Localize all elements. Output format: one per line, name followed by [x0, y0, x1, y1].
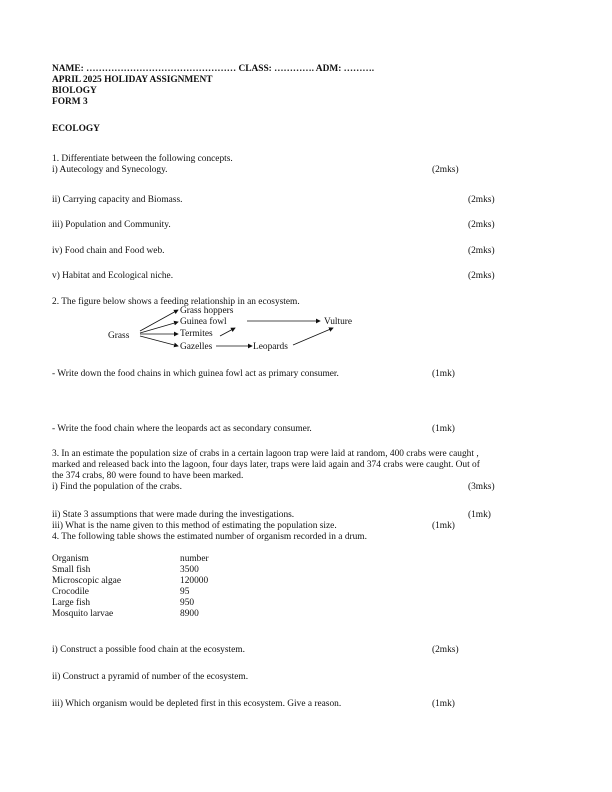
marks: (1mk): [432, 699, 455, 709]
node-guinea-fowl: Guinea fowl: [180, 317, 227, 327]
q1-item: iii) Population and Community.: [52, 220, 171, 230]
name-class-adm-line: NAME: ………………………………………… CLASS: …………. ADM: ……….: [52, 64, 375, 74]
table-cell: 950: [180, 598, 195, 608]
q1-item: v) Habitat and Ecological niche.: [52, 271, 174, 281]
q3-item: iii) What is the name given to this method of estimating the population size.: [52, 521, 337, 531]
table-cell: Crocodile: [52, 587, 89, 597]
table-cell: Small fish: [52, 565, 91, 575]
marks: (2mks): [468, 271, 495, 281]
marks: (2mks): [468, 195, 495, 205]
node-grasshoppers: Grass hoppers: [180, 306, 234, 316]
table-cell: Mosquito larvae: [52, 609, 114, 619]
assignment-title: APRIL 2025 HOLIDAY ASSIGNMENT: [52, 75, 213, 85]
q1-item: ii) Carrying capacity and Biomass.: [52, 195, 183, 205]
food-web-diagram: [90, 298, 400, 360]
q2-item: - Write down the food chains in which guinea fowl act as primary consumer.: [52, 369, 339, 379]
marks: (2mks): [432, 645, 459, 655]
q1-item: iv) Food chain and Food web.: [52, 246, 165, 256]
marks: (1mk): [432, 424, 455, 434]
q1-stem: 1. Differentiate between the following concepts.: [52, 154, 233, 164]
q4-item: i) Construct a possible food chain at the ecosystem.: [52, 645, 245, 655]
topic-heading: ECOLOGY: [52, 124, 100, 134]
table-cell: Microscopic algae: [52, 576, 121, 586]
marks: (2mks): [468, 220, 495, 230]
marks: (2mks): [468, 246, 495, 256]
node-grass: Grass: [108, 331, 130, 341]
marks: (1mk): [432, 369, 455, 379]
marks: (1mk): [432, 521, 455, 531]
q4-item: ii) Construct a pyramid of number of the ecosystem.: [52, 672, 249, 682]
q2-stem: 2. The figure below shows a feeding relationship in an ecosystem.: [52, 297, 300, 307]
table-cell: 3500: [180, 565, 199, 575]
q3-item: i) Find the population of the crabs.: [52, 482, 182, 492]
node-leopards: Leopards: [253, 342, 288, 352]
table-header: number: [180, 554, 209, 564]
table-cell: 120000: [180, 576, 209, 586]
node-gazelles: Gazelles: [180, 342, 213, 352]
q3-item: ii) State 3 assumptions that were made during the investigations.: [52, 510, 295, 520]
node-vulture: Vulture: [324, 317, 353, 327]
table-cell: 8900: [180, 609, 199, 619]
node-termites: Termites: [180, 329, 213, 339]
table-cell: 95: [180, 587, 190, 597]
arrows: [140, 310, 333, 346]
marks: (2mks): [432, 165, 459, 175]
q3-line: the 374 crabs, 80 were found to have been marked.: [52, 471, 244, 481]
q4-stem: 4. The following table shows the estimated number of organism recorded in a drum.: [52, 532, 367, 542]
form: FORM 3: [52, 97, 88, 107]
marks: (1mk): [468, 510, 491, 520]
q4-item: iii) Which organism would be depleted first in this ecosystem. Give a reason.: [52, 699, 342, 709]
q2-item: - Write the food chain where the leopards act as secondary consumer.: [52, 424, 312, 434]
q1-item: i) Autecology and Synecology.: [52, 165, 168, 175]
table-cell: Large fish: [52, 598, 91, 608]
q3-line: marked and released back into the lagoon, four days later, traps were laid again and 374 crabs were caught. Out of: [52, 460, 480, 470]
marks: (3mks): [468, 482, 495, 492]
subject: BIOLOGY: [52, 86, 97, 96]
q3-line: 3. In an estimate the population size of crabs in a certain lagoon trap were laid at random, 400 crabs were caught ,: [52, 449, 479, 459]
table-header: Organism: [52, 554, 89, 564]
